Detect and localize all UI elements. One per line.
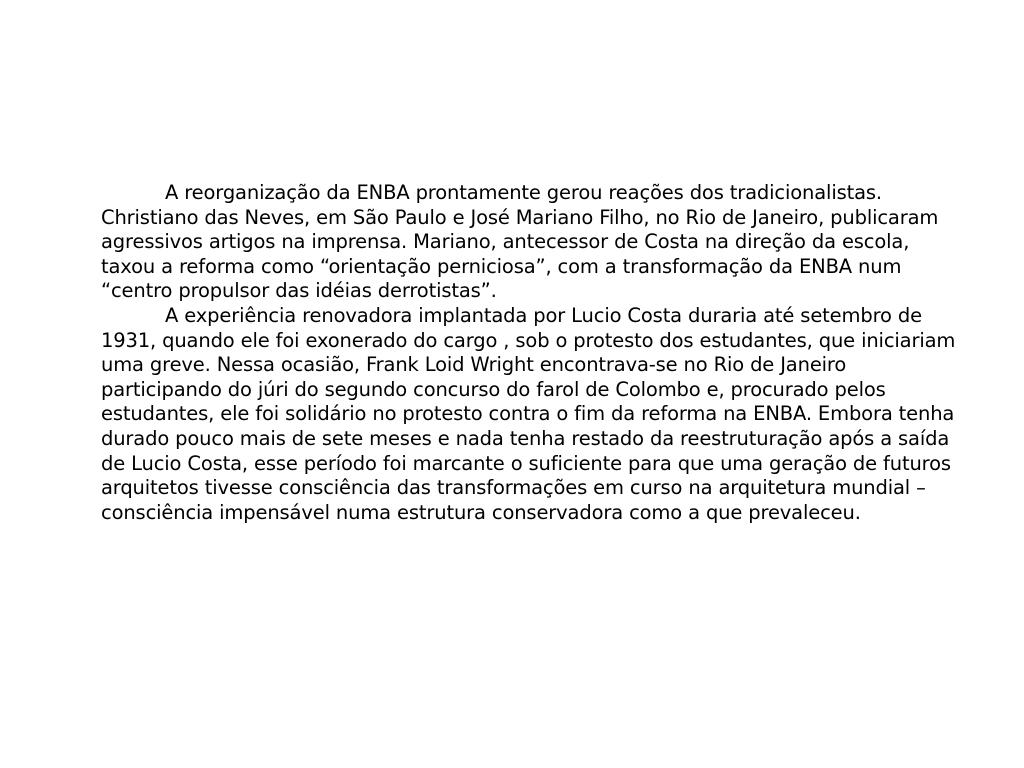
paragraph-renovating-experience: A experiência renovadora implantada por Lucio Costa duraria até setembro de 1931, quando ele foi exonerado do cargo , sob o protesto dos estudantes, que iniciariam uma greve. Nessa ocasião, Frank Loid Wright encontrava-se no Rio de Janeiro participando do júri do segundo concurso do farol de Colombo e, procurado pelos estudantes, ele foi solidário no protesto contra o fim da reforma na ENBA. Embora tenha durado pouco mais de sete meses e nada tenha restado da reestruturação após a saída de Lucio Costa, esse período foi marcante o suficiente para que uma geração de futuros arquitetos tivesse consciência das transformações em curso na arquitetura mundial – consciência impensável numa estrutura conservadora como a que prevaleceu.	[101, 303, 956, 524]
text-body	[101, 181, 963, 525]
paragraph-reorganization: A reorganização da ENBA prontamente gerou reações dos tradicionalistas. Christiano das Neves, em São Paulo e José Mariano Filho, no Rio de Janeiro, publicaram agressivos artigos na imprensa. Mariano, antecessor de Costa na direção da escola, taxou a reforma como “orientação perniciosa”, com a transformação da ENBA num “centro propulsor das idéias derrotistas”.	[101, 181, 939, 303]
